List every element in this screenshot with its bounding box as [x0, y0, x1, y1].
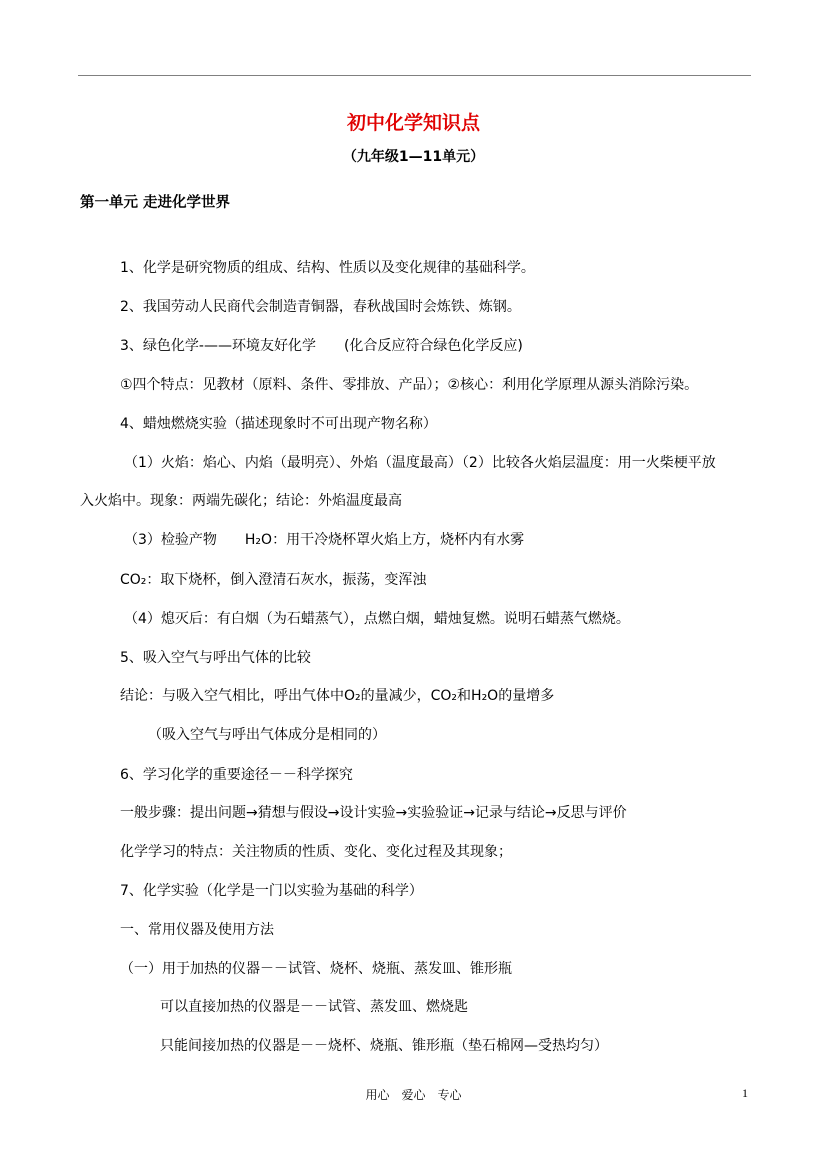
text-line: 化学学习的特点：关注物质的性质、变化、变化过程及其现象；: [120, 844, 512, 860]
text-line: 1、化学是研究物质的组成、结构、性质以及变化规律的基础科学。: [120, 260, 535, 276]
header-rule: [78, 75, 751, 76]
text-line: （3）检验产物 H₂O：用干冷烧杯罩火焰上方，烧杯内有水雾: [124, 532, 525, 548]
document-title: 初中化学知识点: [346, 112, 480, 134]
text-line: 2、我国劳动人民商代会制造青铜器，春秋战国时会炼铁、炼钢。: [120, 299, 521, 315]
text-line: 4、蜡烛燃烧实验（描述现象时不可出现产物名称）: [120, 416, 437, 432]
text-line: （1）火焰：焰心、内焰（最明亮）、外焰（温度最高）（2）比较各火焰层温度：用一火柴梗平放: [124, 455, 716, 471]
text-line: 3、绿色化学-——环境友好化学 (化合反应符合绿色化学反应): [120, 338, 523, 354]
text-line: ①四个特点：见教材（原料、条件、零排放、产品）；②核心：利用化学原理从源头消除污染。: [120, 377, 699, 393]
text-line: （一）用于加热的仪器－－试管、烧杯、烧瓶、蒸发皿、锥形瓶: [120, 961, 512, 977]
text-line: 7、化学实验（化学是一门以实验为基础的科学）: [120, 883, 423, 899]
text-line: 一般步骤：提出问题→猜想与假设→设计实验→实验验证→记录与结论→反思与评价: [120, 805, 627, 821]
text-line: 入火焰中。现象：两端先碳化；结论：外焰温度最高: [80, 493, 402, 509]
text-line: 6、学习化学的重要途径－－科学探究: [120, 767, 353, 783]
page-number: 1: [742, 1086, 748, 1100]
unit-heading: 第一单元 走进化学世界: [80, 195, 231, 211]
document-subtitle: （九年级1—11单元）: [342, 149, 485, 165]
text-line: （4）熄灭后：有白烟（为石蜡蒸气），点燃白烟，蜡烛复燃。说明石蜡蒸气燃烧。: [124, 611, 630, 627]
text-line: CO₂：取下烧杯，倒入澄清石灰水，振荡，变浑浊: [120, 572, 427, 588]
text-line: 只能间接加热的仪器是－－烧杯、烧瓶、锥形瓶（垫石棉网—受热均匀）: [160, 1038, 608, 1054]
text-line: 一、常用仪器及使用方法: [120, 922, 274, 938]
text-line: 可以直接加热的仪器是－－试管、蒸发皿、燃烧匙: [160, 999, 468, 1015]
text-line: 结论：与吸入空气相比，呼出气体中O₂的量减少，CO₂和H₂O的量增多: [120, 688, 555, 704]
text-line: 5、吸入空气与呼出气体的比较: [120, 650, 311, 666]
page-footer: 用心 爱心 专心: [365, 1088, 462, 1102]
text-line: （吸入空气与呼出气体成分是相同的）: [148, 727, 386, 743]
